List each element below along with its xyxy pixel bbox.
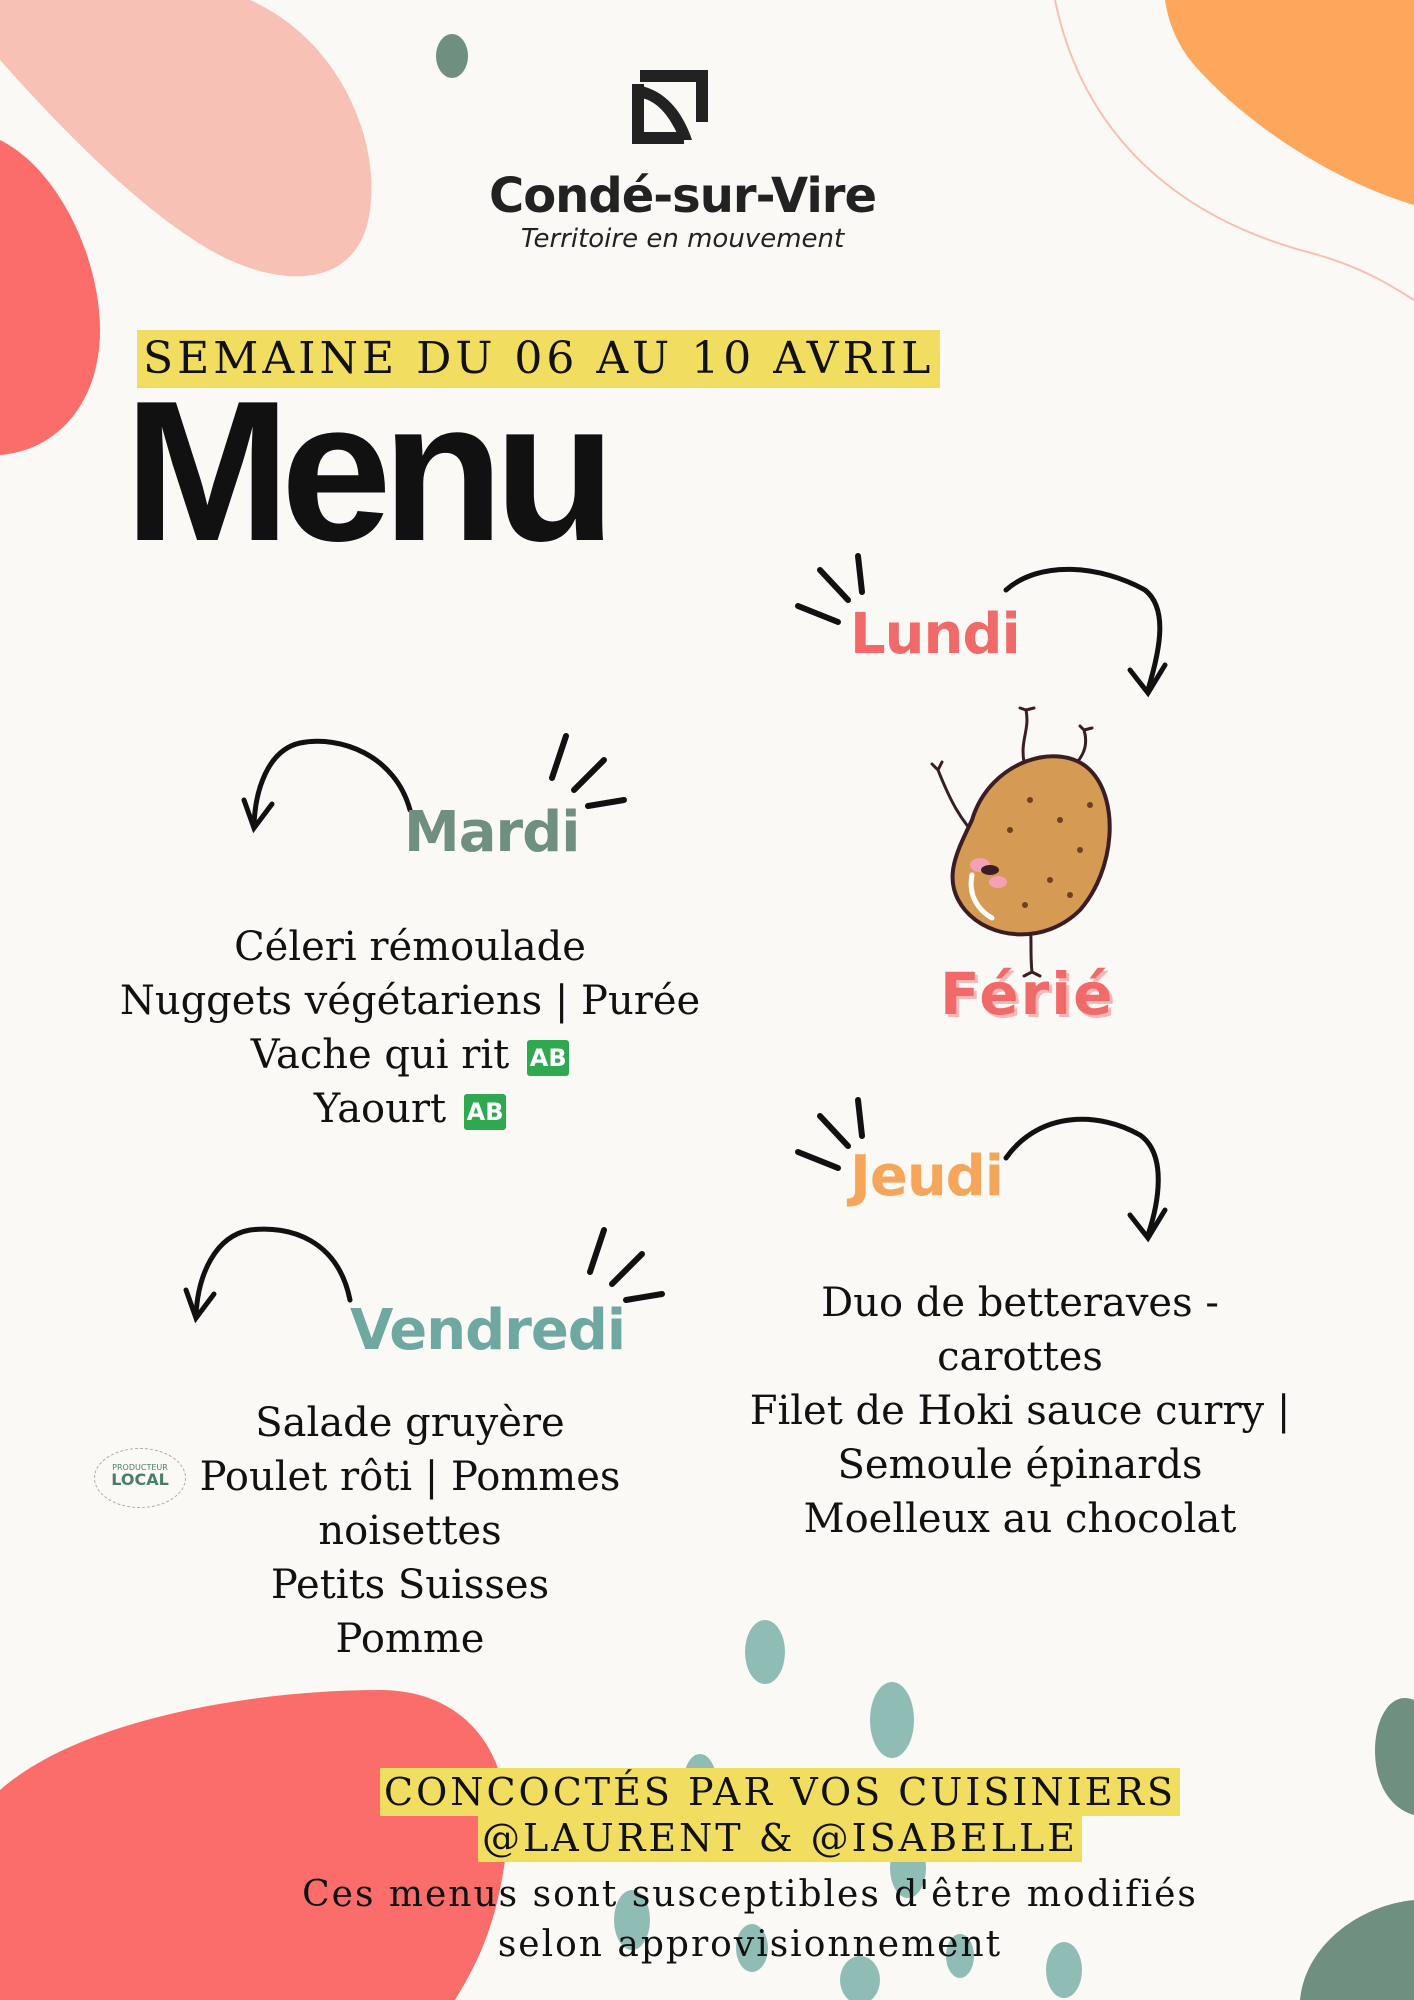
menu-item: Pomme [335, 1616, 485, 1662]
disclaimer-line1: Ces menus sont susceptibles d'être modifiés [302, 1874, 1198, 1915]
local-badge-bottom: LOCAL [111, 1470, 169, 1489]
lundi-arrow-icon [1006, 569, 1165, 693]
day-label-lundi: Lundi [850, 602, 1020, 667]
menu-item: Duo de betteraves - [821, 1280, 1219, 1326]
jeudi-menu [740, 1276, 1300, 1546]
menu-item: Moelleux au chocolat [803, 1496, 1237, 1542]
menu-item: noisettes [318, 1508, 502, 1554]
menu-item: Petits Suisses [270, 1562, 550, 1608]
page-title: Menu [124, 360, 607, 583]
day-label-jeudi: Jeudi [850, 1144, 1003, 1209]
mardi-arrow-icon [244, 741, 410, 828]
menu-item: Vache qui rit [250, 1032, 510, 1078]
menu-item: Yaourt [313, 1086, 447, 1132]
menu-item: Poulet rôti | Pommes [199, 1454, 621, 1500]
menu-item: Céleri rémoulade [234, 924, 586, 970]
disclaimer-note [250, 1870, 1250, 1970]
organic-badge-icon: AB [527, 1040, 569, 1076]
week-label: SEMAINE DU 06 AU 10 AVRIL [137, 330, 940, 388]
local-badge-top: PRODUCTEUR [112, 1463, 168, 1472]
brand-tagline: Territoire en mouvement [520, 224, 845, 254]
brand-name: Condé-sur-Vire [488, 168, 877, 224]
menu-item: Nuggets végétariens | Purée [119, 978, 701, 1024]
menu-item: carottes [937, 1334, 1103, 1380]
vendredi-burst-icon [590, 1230, 662, 1300]
vendredi-arrow-icon [186, 1229, 350, 1318]
menu-item: Semoule épinards [837, 1442, 1203, 1488]
menu-item: Salade gruyère [255, 1400, 565, 1446]
lundi-status: Férié [940, 960, 1115, 1028]
day-label-vendredi: Vendredi [350, 1298, 626, 1363]
organic-badge-icon: AB [464, 1094, 506, 1130]
mardi-burst-icon [552, 736, 624, 806]
vendredi-menu [160, 1396, 660, 1666]
potato-illustration [920, 700, 1140, 980]
cooks-credit-line1: CONCOCTÉS PAR VOS CUISINIERS [380, 1768, 1180, 1816]
mardi-menu [110, 920, 710, 1136]
disclaimer-line2: selon approvisionnement [497, 1924, 1003, 1965]
jeudi-arrow-icon [1006, 1119, 1165, 1238]
menu-item: Filet de Hoki sauce curry | [749, 1388, 1291, 1434]
cooks-credit-line2: @LAURENT & @ISABELLE [478, 1814, 1082, 1862]
day-label-mardi: Mardi [404, 800, 580, 865]
